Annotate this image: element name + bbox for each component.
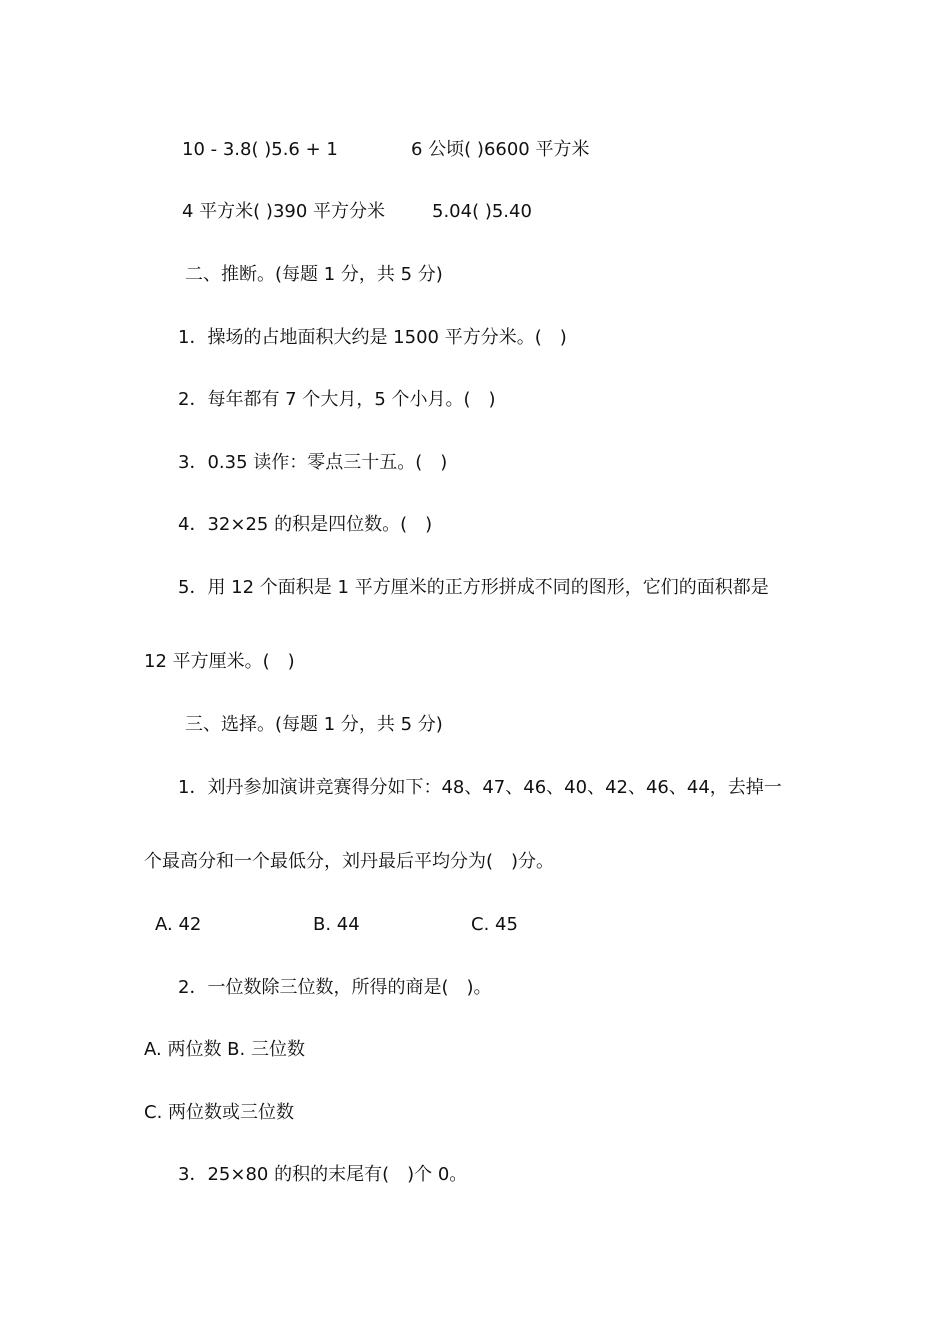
s2-question-2: 2．每年都有 7 个大月，5 个小月。( ) bbox=[178, 389, 496, 410]
section-3-heading: 三、选择。(每题 1 分，共 5 分) bbox=[185, 714, 443, 735]
s2-question-5-line2: 12 平方厘米。( ) bbox=[144, 651, 295, 672]
compare-2a: 4 平方米( )390 平方分米 bbox=[182, 201, 386, 222]
s2-question-4: 4．32×25 的积是四位数。( ) bbox=[178, 514, 433, 535]
s3-q1-option-a: A. 42 bbox=[155, 914, 202, 935]
s3-q1-option-b: B. 44 bbox=[313, 914, 360, 935]
s2-question-1: 1．操场的占地面积大约是 1500 平方分米。( ) bbox=[178, 327, 567, 348]
compare-1a: 10 - 3.8( )5.6 + 1 bbox=[182, 139, 338, 160]
s2-question-3: 3．0.35 读作：零点三十五。( ) bbox=[178, 452, 448, 473]
s3-question-2: 2．一位数除三位数，所得的商是( )。 bbox=[178, 977, 492, 998]
s3-q1-option-c: C. 45 bbox=[471, 914, 518, 935]
section-2-heading: 二、推断。(每题 1 分，共 5 分) bbox=[185, 264, 443, 285]
s3-q2-options-ab: A. 两位数 B. 三位数 bbox=[144, 1039, 305, 1060]
s3-question-3: 3．25×80 的积的末尾有( )个 0。 bbox=[178, 1164, 468, 1185]
s3-question-1-line2: 个最高分和一个最低分，刘丹最后平均分为( )分。 bbox=[144, 851, 555, 872]
s3-q2-option-c: C. 两位数或三位数 bbox=[144, 1102, 295, 1123]
s2-question-5-line1: 5．用 12 个面积是 1 平方厘米的正方形拼成不同的图形，它们的面积都是 bbox=[178, 577, 769, 598]
compare-2b: 5.04( )5.40 bbox=[432, 201, 532, 222]
s3-question-1-line1: 1．刘丹参加演讲竞赛得分如下：48、47、46、40、42、46、44，去掉一 bbox=[178, 777, 782, 798]
compare-1b: 6 公顷( )6600 平方米 bbox=[411, 139, 590, 160]
